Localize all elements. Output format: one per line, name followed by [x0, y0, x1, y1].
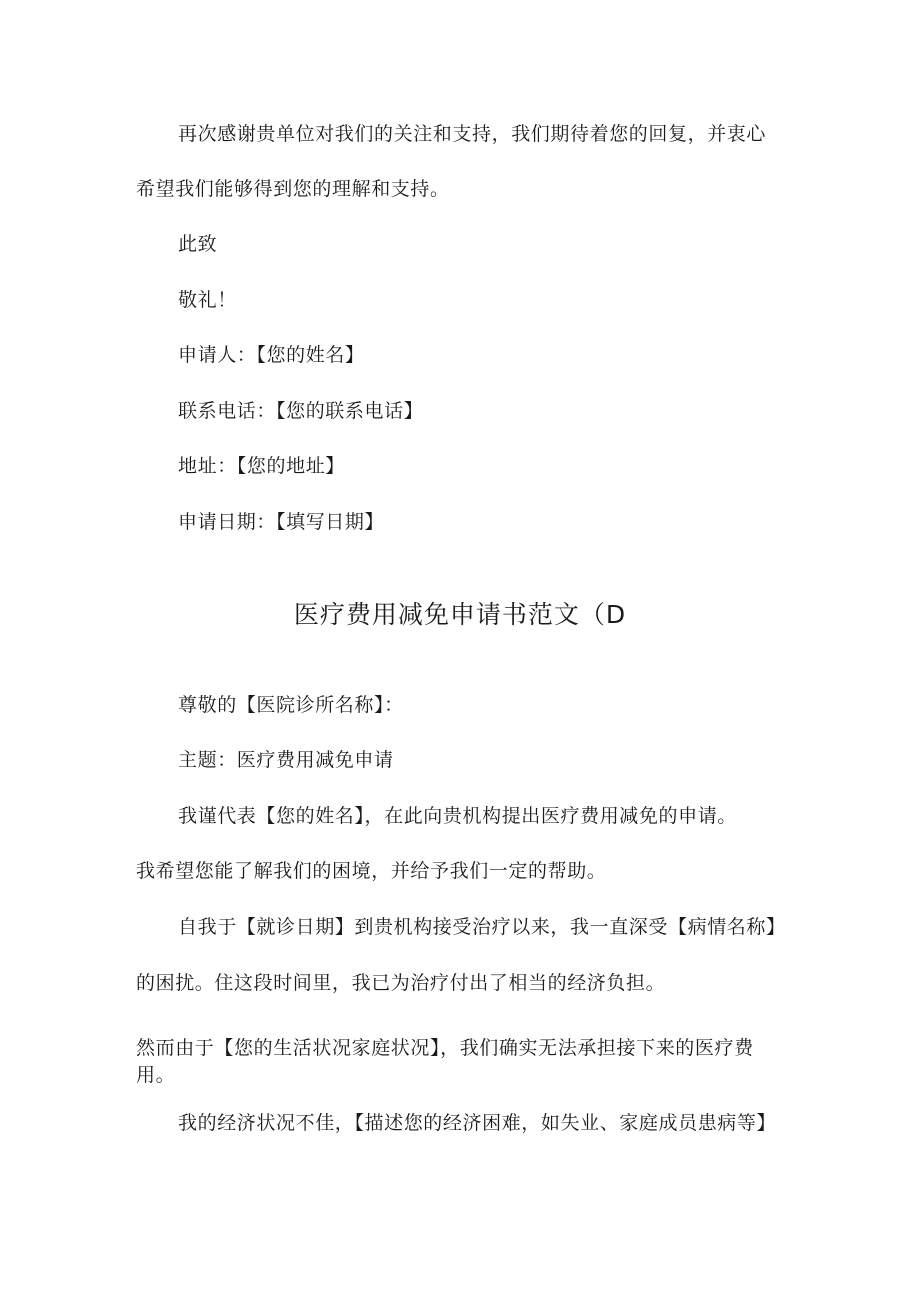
phone-line: 联系电话：【您的联系电话】: [178, 400, 424, 422]
closing-paragraph-line-2: 希望我们能够得到您的理解和支持。: [136, 178, 450, 200]
regards: 敬礼！: [178, 289, 237, 311]
paragraph-1-line-1: 我谨代表【您的姓名】，在此向贵机构提出医疗费用减免的申请。: [178, 805, 737, 827]
paragraph-2-line-2: 的困扰。住这段时间里，我已为治疗付出了相当的经济负担。: [136, 972, 666, 994]
paragraph-2-line-1: 自我于【就诊日期】到贵机构接受治疗以来，我一直深受【病情名称】: [178, 916, 786, 938]
applicant-line: 申请人：【您的姓名】: [178, 344, 365, 366]
paragraph-4-line-1: 我的经济状况不佳，【描述您的经济困难，如失业、家庭成员患病等】: [178, 1112, 777, 1134]
subject-line: 主题：医疗费用减免申请: [178, 749, 394, 771]
paragraph-3-line-2: 用。: [136, 1064, 176, 1086]
greeting: 尊敬的【医院诊所名称】：: [178, 694, 404, 716]
address-line: 地址：【您的地址】: [178, 455, 345, 477]
salutation: 此致: [178, 233, 218, 255]
paragraph-3-line-1: 然而由于【您的生活状况家庭状况】，我们确实无法承担接下来的医疗费: [136, 1037, 754, 1059]
date-line: 申请日期：【填写日期】: [178, 511, 385, 533]
closing-paragraph-line-1: 再次感谢贵单位对我们的关注和支持，我们期待着您的回复，并衷心: [178, 123, 767, 145]
section-title: 医疗费用减免申请书范文（D: [293, 600, 627, 629]
paragraph-1-line-2: 我希望您能了解我们的困境，并给予我们一定的帮助。: [136, 860, 607, 882]
